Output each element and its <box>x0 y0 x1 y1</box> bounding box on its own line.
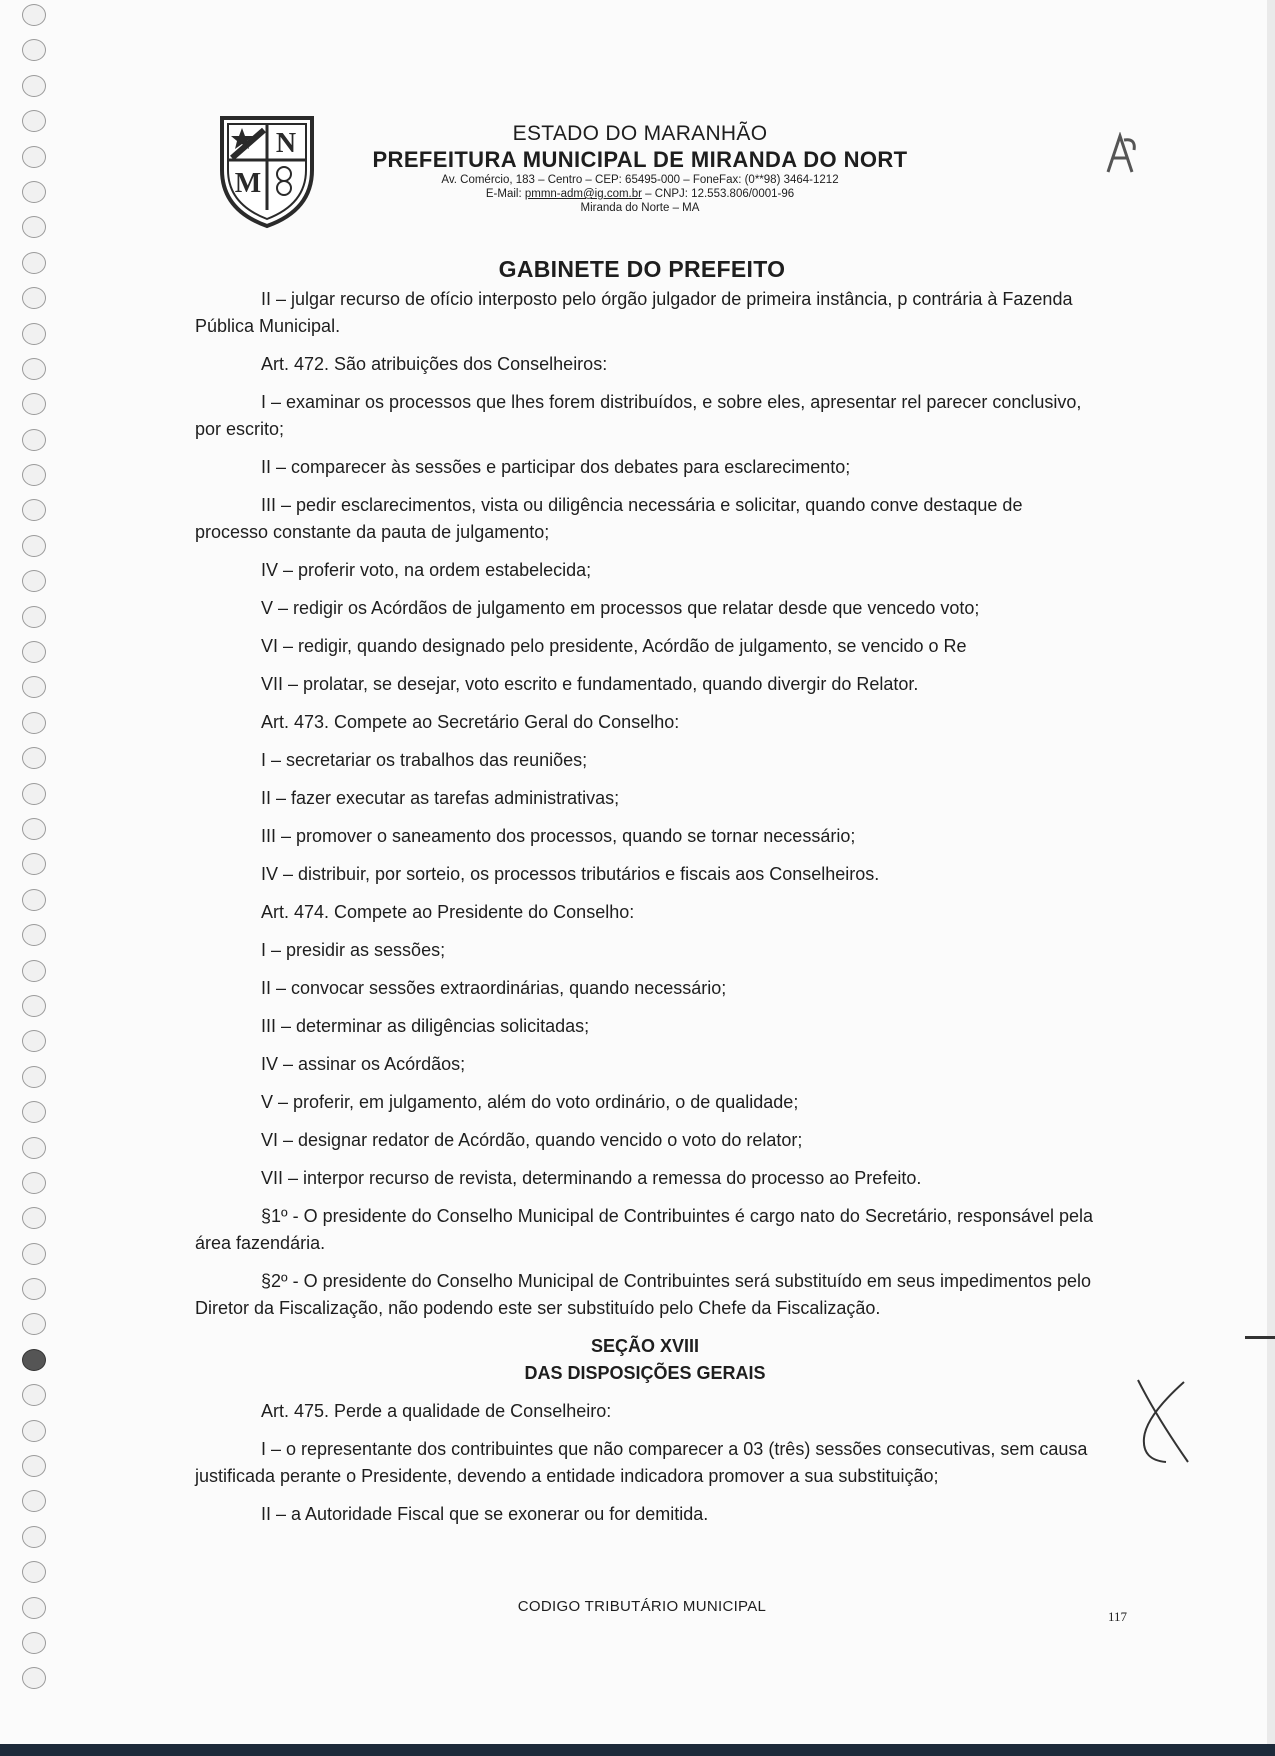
article-paragraphs-after <box>195 1398 1095 1528</box>
paragraph: VII – interpor recurso de revista, determinando a remessa do processo ao Prefeito. <box>261 1168 922 1188</box>
paragraph: III – promover o saneamento dos processos, quando se tornar necessário; <box>261 826 856 846</box>
binder-hole <box>22 1455 46 1477</box>
email-link[interactable]: pmmn-adm@ig.com.br <box>524 188 642 200</box>
section-number: SEÇÃO XVIII <box>590 1336 700 1356</box>
paragraph: V – redigir os Acórdãos de julgamento em processos que relatar desde que vencedo voto; <box>261 598 980 618</box>
binder-hole <box>22 889 46 911</box>
binder-hole <box>22 75 46 97</box>
paragraph: I – o representante dos contribuintes que não comparecer a 03 (três) sessões consecutivas, sem causa justificada perante o Presidente, devendo a entidade indicadora promover a sua substituição; <box>195 1439 1088 1486</box>
binder-hole <box>22 535 46 557</box>
city-line: Miranda do Norte – MA <box>580 202 700 214</box>
paragraph: IV – proferir voto, na ordem estabelecida; <box>261 560 592 580</box>
paragraph: Art. 473. Compete ao Secretário Geral do Conselho: <box>261 712 680 732</box>
binder-hole <box>22 110 46 132</box>
address-line: Av. Comércio, 183 – Centro – CEP: 65495-000 – FoneFax: (0**98) 3464-1212 <box>441 174 839 186</box>
binder-hole <box>22 960 46 982</box>
binder-hole <box>22 1597 46 1619</box>
contact-line <box>330 187 950 201</box>
binder-hole <box>22 1667 46 1689</box>
paragraph: II – julgar recurso de ofício interposto pelo órgão julgador de primeira instância, p contrária à Fazenda Pública Municipal. <box>195 289 1073 336</box>
binder-hole <box>22 216 46 238</box>
crest-letter-n: N <box>275 128 297 159</box>
binder-hole <box>22 1278 46 1300</box>
paragraph: II – convocar sessões extraordinárias, quando necessário; <box>261 978 727 998</box>
binder-hole <box>22 995 46 1017</box>
edge-mark <box>1245 1336 1275 1339</box>
letterhead <box>330 122 950 215</box>
binder-hole <box>22 1349 46 1371</box>
binder-holes <box>22 4 48 1703</box>
binder-hole <box>22 1526 46 1548</box>
article-paragraphs <box>195 286 1095 1322</box>
binder-hole <box>22 323 46 345</box>
prefeitura-name: PREFEITURA MUNICIPAL DE MIRANDA DO NORT <box>372 147 908 172</box>
binder-hole <box>22 393 46 415</box>
email-label: E-Mail: <box>485 188 522 200</box>
binder-hole <box>22 1030 46 1052</box>
paragraph: III – pedir esclarecimentos, vista ou diligência necessária e solicitar, quando conve destaque de processo constante da pauta de julgamento; <box>195 495 1023 542</box>
section-title: DAS DISPOSIÇÕES GERAIS <box>524 1363 766 1383</box>
binder-hole <box>22 39 46 61</box>
paragraph: IV – assinar os Acórdãos; <box>261 1054 466 1074</box>
binder-hole <box>22 853 46 875</box>
cnpj: – CNPJ: 12.553.806/0001-96 <box>645 188 795 200</box>
binder-hole <box>22 181 46 203</box>
binder-hole <box>22 4 46 26</box>
binder-hole <box>22 818 46 840</box>
paragraph: Art. 474. Compete ao Presidente do Conselho: <box>261 902 635 922</box>
paragraph: Art. 475. Perde a qualidade de Conselheiro: <box>261 1401 612 1421</box>
binder-hole <box>22 1066 46 1088</box>
binder-hole <box>22 924 46 946</box>
paragraph: IV – distribuir, por sorteio, os processos tributários e fiscais aos Conselheiros. <box>261 864 880 884</box>
binder-hole <box>22 1207 46 1229</box>
paragraph: VI – designar redator de Acórdão, quando vencido o voto do relator; <box>261 1130 803 1150</box>
binder-hole <box>22 1243 46 1265</box>
binder-hole <box>22 499 46 521</box>
scan-bottom-border <box>0 1744 1275 1756</box>
office-title: GABINETE DO PREFEITO <box>498 256 786 282</box>
paragraph: VI – redigir, quando designado pelo presidente, Acórdão de julgamento, se vencido o Re <box>261 636 967 656</box>
stamp-mark-icon <box>1102 132 1140 176</box>
binder-hole <box>22 1101 46 1123</box>
binder-hole <box>22 712 46 734</box>
paragraph: §2º - O presidente do Conselho Municipal de Contribuintes será substituído em seus impedimentos pelo Diretor da Fiscalização, não podendo este ser substituído pelo Chefe da Fiscalização. <box>195 1271 1092 1318</box>
paragraph: II – fazer executar as tarefas administrativas; <box>261 788 620 808</box>
binder-hole <box>22 641 46 663</box>
paragraph: VII – prolatar, se desejar, voto escrito e fundamentado, quando divergir do Relator. <box>261 674 919 694</box>
binder-hole <box>22 783 46 805</box>
page-number: 117 <box>1108 1609 1128 1624</box>
binder-hole <box>22 570 46 592</box>
handwritten-x-mark-icon <box>1126 1376 1196 1466</box>
paragraph: V – proferir, em julgamento, além do voto ordinário, o de qualidade; <box>261 1092 799 1112</box>
binder-hole <box>22 1420 46 1442</box>
binder-hole <box>22 464 46 486</box>
binder-hole <box>22 1313 46 1335</box>
binder-hole <box>22 606 46 628</box>
binder-hole <box>22 429 46 451</box>
binder-hole <box>22 252 46 274</box>
binder-hole <box>22 747 46 769</box>
document-body <box>195 286 1095 1539</box>
crest-letter-m: M <box>234 168 262 199</box>
paragraph: II – comparecer às sessões e participar dos debates para esclarecimento; <box>261 457 851 477</box>
paragraph: I – examinar os processos que lhes forem distribuídos, e sobre eles, apresentar rel parecer conclusivo, por escrito; <box>195 392 1082 439</box>
paragraph: I – secretariar os trabalhos das reuniões; <box>261 750 588 770</box>
binder-hole <box>22 146 46 168</box>
municipal-crest-icon <box>214 110 320 230</box>
page-footer: CODIGO TRIBUTÁRIO MUNICIPAL <box>517 1598 767 1615</box>
binder-hole <box>22 1490 46 1512</box>
binder-hole <box>22 1632 46 1654</box>
page-edge <box>1267 0 1275 1756</box>
paragraph: Art. 472. São atribuições dos Conselheiros: <box>261 354 608 374</box>
binder-hole <box>22 287 46 309</box>
paragraph: III – determinar as diligências solicitadas; <box>261 1016 590 1036</box>
binder-hole <box>22 676 46 698</box>
binder-hole <box>22 1384 46 1406</box>
binder-hole <box>22 1172 46 1194</box>
binder-hole <box>22 358 46 380</box>
binder-hole <box>22 1561 46 1583</box>
paragraph: §1º - O presidente do Conselho Municipal de Contribuintes é cargo nato do Secretário, responsável pela área fazendária. <box>195 1206 1094 1253</box>
state-name: ESTADO DO MARANHÃO <box>512 122 768 145</box>
paragraph: II – a Autoridade Fiscal que se exonerar ou for demitida. <box>261 1504 709 1524</box>
paragraph: I – presidir as sessões; <box>261 940 446 960</box>
binder-hole <box>22 1137 46 1159</box>
